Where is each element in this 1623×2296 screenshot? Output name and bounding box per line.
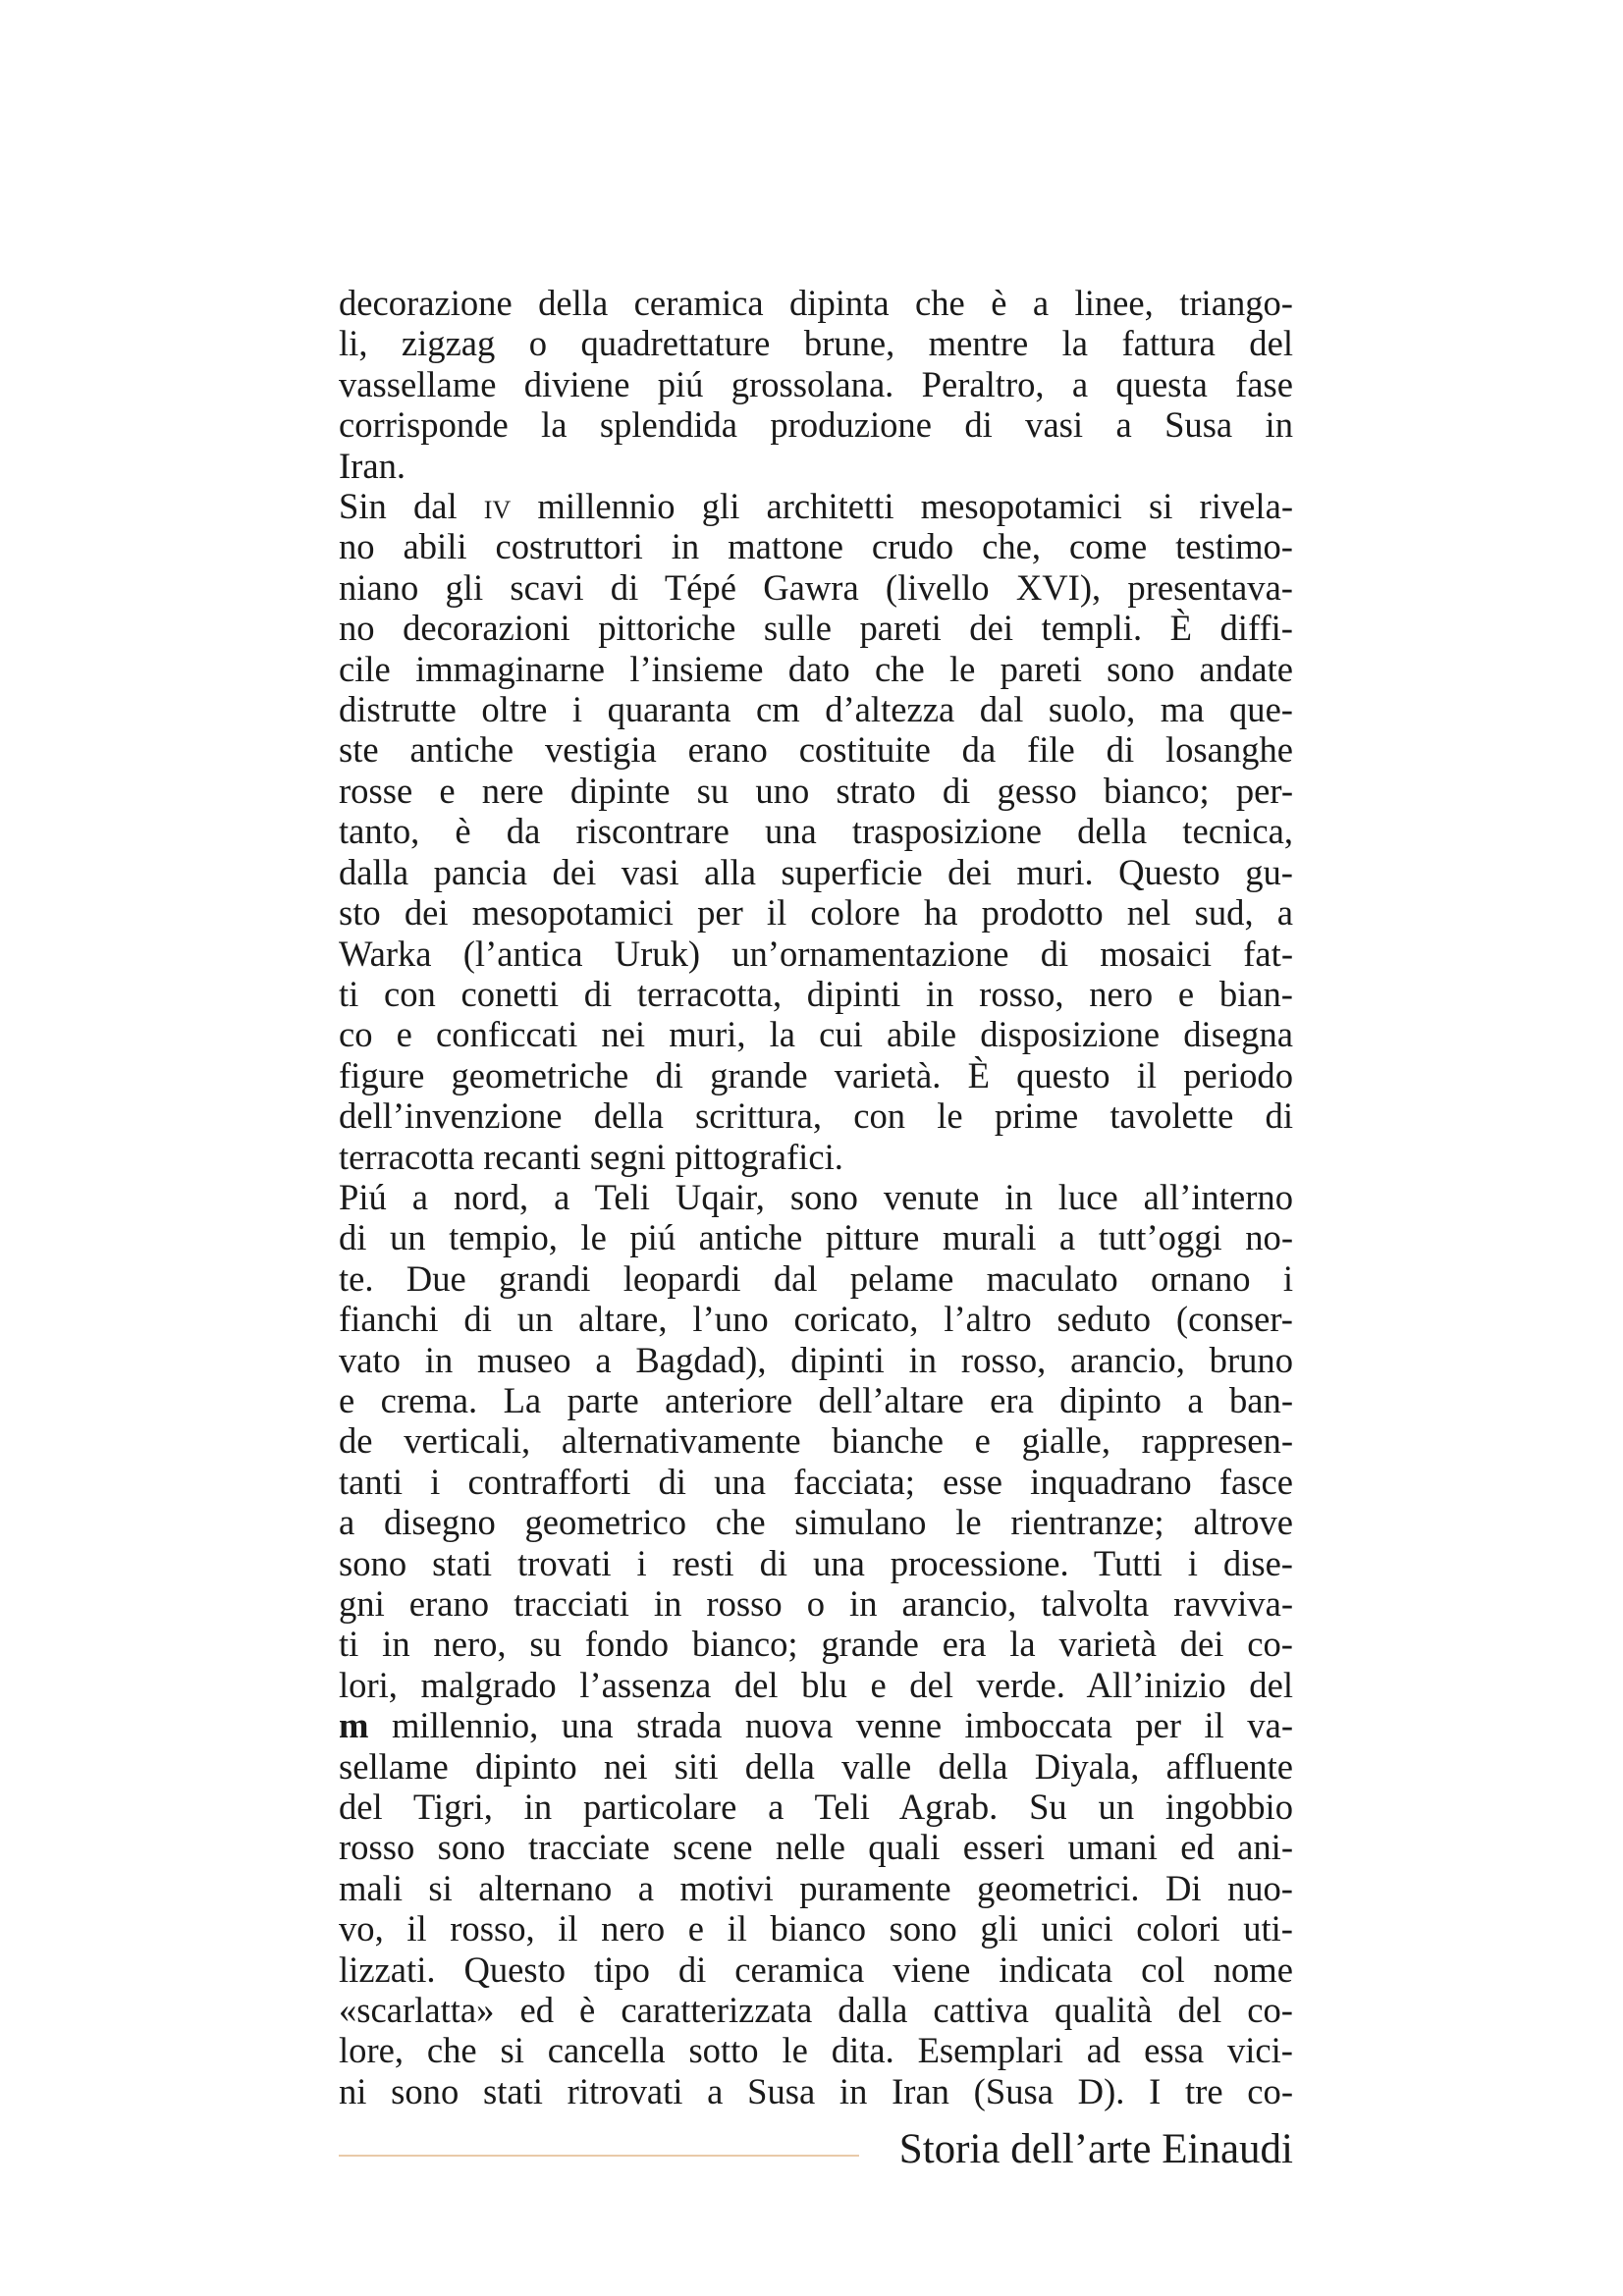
roman-numeral: iv — [483, 486, 512, 527]
text-line: Piú a nord, a Teli Uqair, sono venute in luce all’interno — [339, 1176, 1293, 1217]
text-line: vato in museo a Bagdad), dipinti in rosso, arancio, bruno — [339, 1339, 1293, 1380]
text-line: no decorazioni pittoriche sulle pareti dei templi. È diffi- — [339, 608, 1293, 649]
text-line: Iran. — [339, 445, 406, 486]
text-line: dell’invenzione della scrittura, con le prime tavolette di — [339, 1095, 1293, 1137]
text-line: tanto, è da riscontrare una trasposizione della tecnica, — [339, 811, 1293, 852]
text-line: niano gli scavi di Tépé Gawra (livello XVI), presentava- — [339, 566, 1293, 608]
text-line: distrutte oltre i quaranta cm d’altezza dal suolo, ma que- — [339, 689, 1293, 730]
text-line: ti in nero, su fondo bianco; grande era la varietà dei co- — [339, 1624, 1293, 1665]
text-line: te. Due grandi leopardi dal pelame maculato ornano i — [339, 1257, 1293, 1299]
text-line: Sin dal iv millennio gli architetti mesopotamici si rivela- — [339, 486, 1293, 527]
text-line: e crema. La parte anteriore dell’altare era dipinto a ban- — [339, 1379, 1293, 1420]
text-line: vassellame diviene piú grossolana. Peraltro, a questa fase — [339, 363, 1293, 404]
text-line: no abili costruttori in mattone crudo che, come testimo- — [339, 526, 1293, 567]
text-line: co e conficcati nei muri, la cui abile disposizione disegna — [339, 1014, 1293, 1055]
text-line: del Tigri, in particolare a Teli Agrab. Su un ingobbio — [339, 1787, 1293, 1828]
text-line: decorazione della ceramica dipinta che è a linee, triango- — [339, 283, 1293, 323]
text-line: de verticali, alternativamente bianche e gialle, rappresen- — [339, 1420, 1293, 1462]
text-line: a disegno geometrico che simulano le rientranze; altrove — [339, 1502, 1293, 1543]
text-line: di un tempio, le piú antiche pitture murali a tutt’oggi no- — [339, 1217, 1293, 1258]
text-line: sono stati trovati i resti di una processione. Tutti i dise- — [339, 1542, 1293, 1583]
footer-divider — [339, 2155, 859, 2157]
text-line: lore, che si cancella sotto le dita. Esemplari ad essa vici- — [339, 2030, 1293, 2071]
text-line: figure geometriche di grande varietà. È questo il periodo — [339, 1054, 1293, 1095]
text-line: m millennio, una strada nuova venne imboccata per il va- — [339, 1705, 1293, 1746]
text-line: lizzati. Questo tipo di ceramica viene indicata col nome — [339, 1949, 1293, 1990]
text-line: corrisponde la splendida produzione di vasi a Susa in — [339, 404, 1293, 446]
footer-title: Storia dell’arte Einaudi — [898, 2126, 1293, 2172]
text-line: cile immaginarne l’insieme dato che le pareti sono andate — [339, 648, 1293, 689]
text-line: tanti i contrafforti di una facciata; esse inquadrano fasce — [339, 1461, 1293, 1502]
text-line: ste antiche vestigia erano costituite da file di losanghe — [339, 729, 1293, 771]
roman-numeral: m — [339, 1705, 369, 1746]
text-line: rosse e nere dipinte su uno strato di gesso bianco; per- — [339, 770, 1293, 811]
text-line: dalla pancia dei vasi alla superficie dei muri. Questo gu- — [339, 851, 1293, 892]
text-line: sto dei mesopotamici per il colore ha prodotto nel sud, a — [339, 892, 1293, 934]
text-line: «scarlatta» ed è caratterizzata dalla cattiva qualità del co- — [339, 1990, 1293, 2031]
text-line: mali si alternano a motivi puramente geometrici. Di nuo- — [339, 1867, 1293, 1908]
page-body-text — [339, 283, 1293, 2111]
text-line: Warka (l’antica Uruk) un’ornamentazione di mosaici fat- — [339, 933, 1293, 974]
text-line: gni erano tracciati in rosso o in arancio, talvolta ravviva- — [339, 1583, 1293, 1624]
text-line: li, zigzag o quadrettature brune, mentre la fattura del — [339, 323, 1293, 364]
text-line: lori, malgrado l’assenza del blu e del verde. All’inizio del — [339, 1664, 1293, 1705]
text-line: ni sono stati ritrovati a Susa in Iran (Susa D). I tre co- — [339, 2070, 1293, 2111]
text-line: fianchi di un altare, l’uno coricato, l’altro seduto (conser- — [339, 1299, 1293, 1340]
text-line: rosso sono tracciate scene nelle quali esseri umani ed ani- — [339, 1827, 1293, 1868]
text-line: terracotta recanti segni pittografici. — [339, 1136, 843, 1177]
text-line: sellame dipinto nei siti della valle della Diyala, affluente — [339, 1745, 1293, 1787]
text-line: vo, il rosso, il nero e il bianco sono gli unici colori uti- — [339, 1908, 1293, 1949]
text-line: ti con conetti di terracotta, dipinti in rosso, nero e bian- — [339, 973, 1293, 1014]
